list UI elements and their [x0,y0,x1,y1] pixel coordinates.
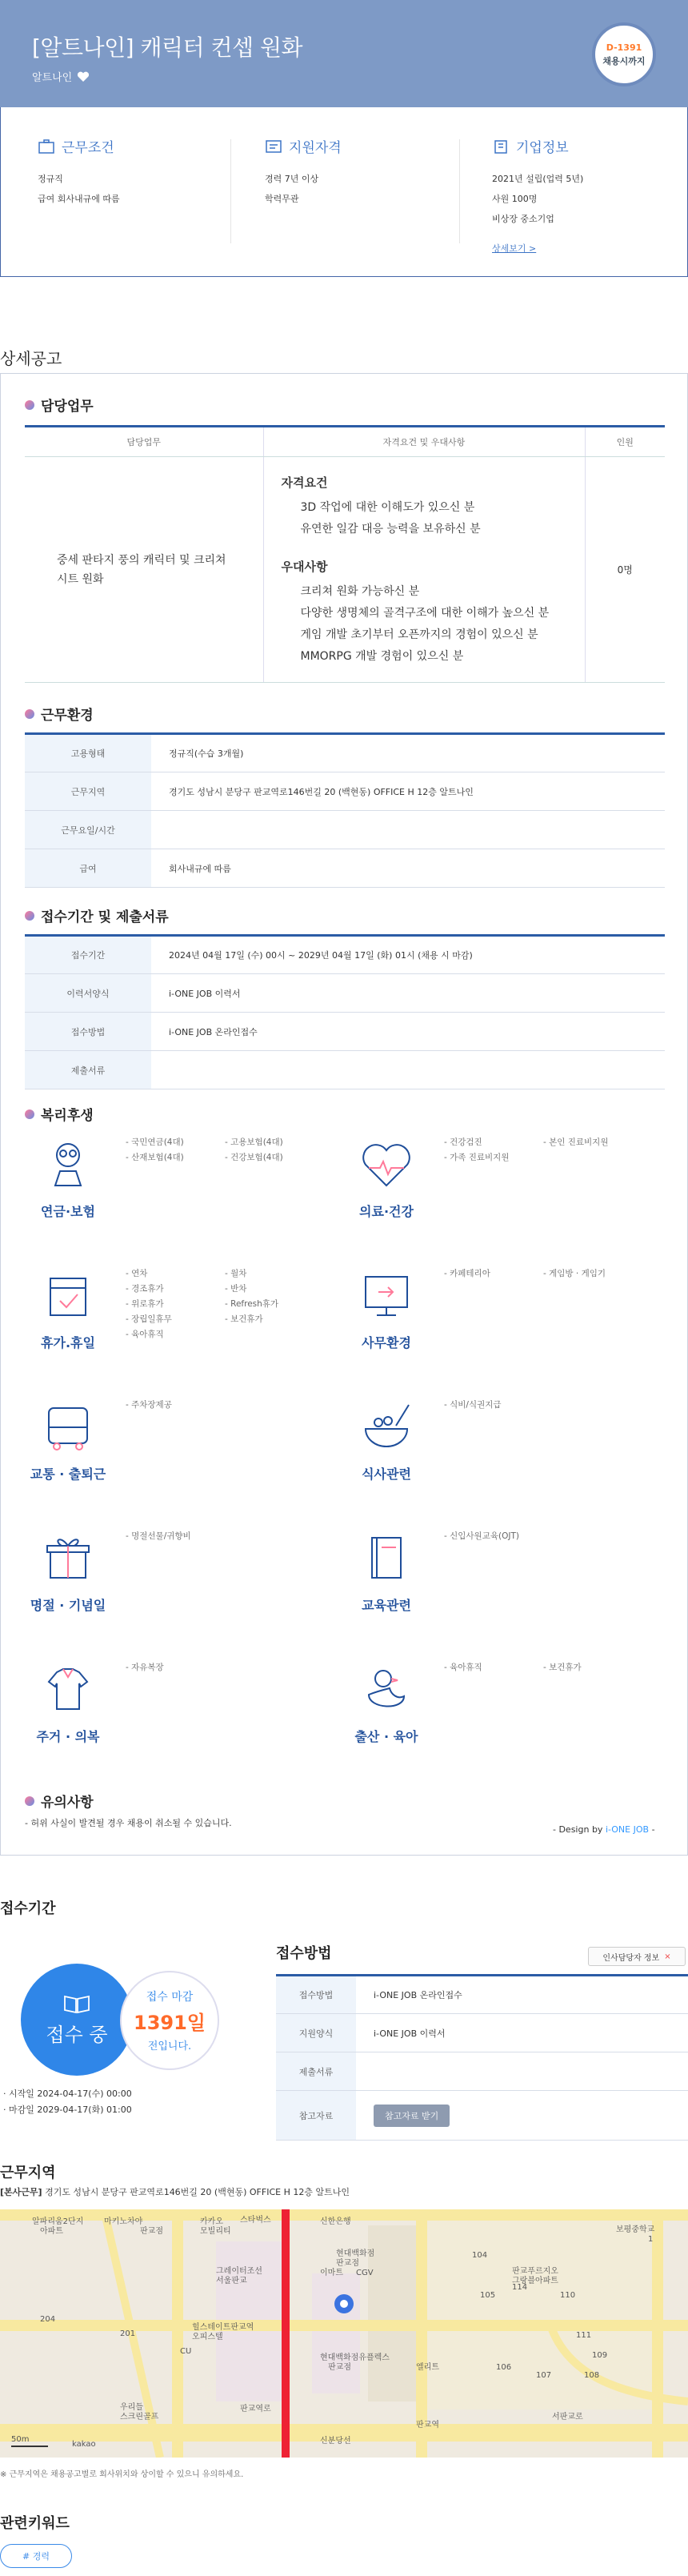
benefit-entry: - 월차 [225,1269,247,1278]
benefit-list [444,1398,652,1411]
bullet-dot-icon [25,1796,34,1806]
env-heading-text: 근무환경 [41,708,94,724]
pref-item: 다양한 생명체의 골격구조에 대한 이해가 높으신 분 [300,606,550,620]
map-label: 110 [560,2291,576,2300]
map-label: 신분당선 [320,2437,351,2446]
deadline-suffix: 전입니다. [147,2040,192,2052]
benefit-name: 출산 · 육아 [354,1729,418,1744]
row-label: 접수방법 [25,1013,151,1051]
map-label: 판교점 [336,2259,359,2268]
row-label: 이력서양식 [25,974,151,1013]
req-item: 유연한 일감 대응 능력을 보유하신 분 [300,522,481,536]
req-item: 3D 작업에 대한 이해도가 있으신 분 [300,500,475,514]
pension-icon [36,1136,100,1192]
benefit-item [25,1661,337,1781]
apply-period-heading: 접수기간 [0,1900,56,1917]
end-date: · 마감일 2029-04-17(화) 01:00 [3,2105,132,2115]
map-label: 108 [584,2371,600,2380]
map-label: 판교역 [416,2421,439,2430]
row-label: 근무지역 [25,772,151,811]
map-label: 오피스텔 [192,2333,223,2341]
row-label: 제출서류 [25,1051,151,1089]
row-value: 경기도 성남시 분당구 판교역로146번길 20 (백현동) OFFICE H 12층 알트나인 [151,772,665,811]
pref-item: MMORPG 개발 경험이 있으신 분 [300,649,464,663]
briefcase-icon [38,138,55,154]
benefit-name: 휴가.휴일 [41,1335,95,1350]
duty-heading-text: 담당업무 [41,399,94,415]
benefit-entry: - 가족 진료비지원 [444,1153,510,1162]
summary-work-line: 급여 회사내규에 따름 [38,194,120,204]
bullet-dot-icon [25,400,34,410]
map-label: 우리들 [120,2403,143,2412]
apply-method-table [276,1974,688,2141]
row-value [151,811,665,849]
benefit-list [444,1530,652,1543]
map-label: 그레이터조선 [216,2267,262,2276]
benefit-name: 주거 · 의복 [36,1729,100,1744]
design-suffix: - [651,1824,655,1835]
benefit-entry: - 식비/식권지급 [444,1400,502,1410]
benefit-entry: - 주차장제공 [126,1400,172,1410]
table-row [25,811,665,849]
map-label: 알파리움2단지 [32,2217,84,2226]
gift-icon [36,1530,100,1586]
benefit-entry: - 신입사원교육(OJT) [444,1531,519,1541]
benefit-item [25,1136,337,1256]
row-label: 지원양식 [276,2014,356,2052]
benefit-entry: - 산재보험(4대) [126,1153,184,1162]
heart-icon[interactable] [77,71,90,82]
map-label: CU [180,2347,192,2356]
row-label: 제출서류 [276,2052,356,2091]
duty-table [25,425,665,683]
table-row [25,936,665,974]
benefit-name: 의료·건강 [359,1204,414,1219]
benefit-name: 명절 · 기념일 [30,1598,106,1613]
benefit-entry: - 명절선물/귀향비 [126,1531,191,1541]
shirt-icon [36,1661,100,1717]
benefit-item [25,1398,337,1519]
table-row [276,2014,688,2052]
rice-bowl-icon [354,1398,418,1455]
row-value [356,2091,688,2141]
divider [459,139,460,243]
map-label: 111 [576,2331,592,2340]
table-row [25,849,665,888]
map-label: 서판교로 [552,2413,583,2422]
open-book-icon [63,1993,90,2014]
map-label: 판교점 [140,2227,163,2236]
row-label: 고용형태 [25,734,151,772]
benefit-item [343,1530,655,1650]
map-label: 201 [120,2329,136,2338]
col-header: 인원 [585,427,665,457]
hr-info-label: 인사담당자 정보 [602,1953,660,1963]
table-row [276,1976,688,2014]
map-label: 마키노차야 [104,2217,143,2226]
map-label: 현대백화점 [336,2249,375,2258]
benefit-entry: - 연차 [126,1269,148,1278]
benefit-entry: - 자유복장 [126,1663,164,1672]
deadline-label: 접수 마감 [146,1991,194,2004]
benefit-item [343,1136,655,1256]
map-label: 신한은행 [320,2217,351,2226]
duty-heading [25,395,94,415]
map-label: 109 [592,2351,608,2360]
bullet-dot-icon [25,1109,34,1119]
row-value: i-ONE JOB 이력서 [151,974,665,1013]
benefit-entry: - 육아휴직 [126,1330,164,1339]
book-icon [354,1530,418,1586]
welfare-heading-text: 복리후생 [41,1108,94,1124]
row-value: 정규직(수습 3개월) [151,734,665,772]
location-note: ※ 근무지역은 채용공고별로 회사위치와 상이할 수 있으니 유의하세요. [0,2470,244,2479]
benefit-entry: - 게임방 · 게임기 [543,1269,606,1278]
keyword-tag[interactable]: # 경력 [0,2544,72,2568]
status-label: 접수 중 [46,2023,108,2046]
duty-name: 중세 판타지 풍의 캐릭터 및 크리쳐 시트 원화 [25,457,263,683]
pref-title: 우대사항 [281,559,328,574]
benefit-name: 사무환경 [362,1335,411,1350]
benefit-entry: - 경조휴가 [126,1284,164,1294]
dday-label: 채용시까지 [602,55,646,66]
benefit-list [126,1136,334,1164]
design-credit [553,1824,655,1835]
period-heading-text: 접수기간 및 제출서류 [41,909,169,925]
map-label: 105 [480,2291,496,2300]
summary-company-title: 기업정보 [516,140,569,156]
welfare-heading [25,1104,94,1124]
benefit-entry: - 국민연금(4대) [126,1138,184,1147]
benefit-list [126,1661,334,1674]
location-tag: [본사근무] [0,2187,42,2197]
heart-pulse-icon [354,1136,418,1192]
row-label: 접수기간 [25,936,151,974]
location-map[interactable] [0,2209,688,2458]
design-brand: i-ONE JOB [605,1824,650,1835]
row-value: 회사내규에 따름 [151,849,665,888]
map-label: 스타벅스 [240,2216,271,2225]
summary-work-line: 정규직 [38,174,63,184]
apply-method-heading: 접수방법 [276,1945,332,1962]
download-file-button[interactable]: 참고자료 받기 [374,2105,450,2127]
map-label: 힐스테이트판교역 [192,2323,254,2332]
deadline-circle [120,1971,219,2070]
benefit-name: 교육관련 [362,1598,411,1613]
summary-company-line: 2021년 설립(업력 5년) [492,174,584,184]
map-label: 현대백화점유플렉스 [320,2353,390,2362]
notice-heading [25,1791,94,1811]
row-value [356,2052,688,2091]
env-heading [25,704,94,724]
row-value [151,1051,665,1089]
table-row [276,2091,688,2141]
summary-qual-title: 지원자격 [289,140,342,156]
map-label: 50m [11,2435,30,2444]
benefit-entry: - 위로휴가 [126,1299,164,1309]
map-label: kakao [72,2440,96,2449]
benefit-name: 식사관련 [362,1467,411,1482]
map-label: 보평중학교 [616,2225,655,2234]
deadline-days: 1391일 [134,2012,206,2034]
benefit-entry: - 카페테리아 [444,1269,490,1278]
duck-icon [354,1661,418,1717]
map-canvas[interactable] [0,2209,688,2458]
summary-qual-line: 경력 7년 이상 [265,174,319,184]
row-label: 근무요일/시간 [25,811,151,849]
design-prefix: - Design by [553,1824,603,1835]
map-label: 모빌리티 [200,2227,231,2236]
benefit-item [343,1398,655,1519]
req-title: 자격요건 [281,475,328,490]
hr-info-button[interactable] [588,1947,686,1966]
divider [230,139,231,243]
benefit-item [25,1267,337,1387]
benefit-item [343,1661,655,1781]
benefit-list [444,1267,652,1280]
table-row [25,1051,665,1089]
benefit-list [444,1136,652,1164]
row-value: i-ONE JOB 이력서 [356,2014,688,2052]
notice-text: - 허위 사실이 발견될 경우 채용이 취소될 수 있습니다. [25,1818,232,1828]
col-header: 담당업무 [25,427,263,457]
benefit-entry: - 육아휴직 [444,1663,482,1672]
bullet-dot-icon [25,911,34,921]
detail-title: 상세공고 [0,349,62,368]
job-summary [0,107,688,277]
id-card-icon [265,138,282,154]
monitor-icon [354,1267,418,1323]
bullet-dot-icon [25,709,34,719]
env-table [25,732,665,888]
requirements [263,457,585,683]
status-circle [21,1964,133,2076]
keywords-heading: 관련키워드 [0,2515,70,2532]
summary-qual [265,136,465,209]
job-title: [알트나인] 캐릭터 컨셉 원화 [32,34,303,61]
period-table [25,934,665,1089]
map-label: 그랑블아파트 [512,2277,558,2285]
map-label: 스크린골프 [120,2413,159,2422]
dday-badge [592,22,656,86]
map-label: CGV [356,2269,374,2277]
benefit-list [444,1661,652,1674]
map-label: 서울판교 [216,2277,247,2285]
benefit-item [343,1267,655,1387]
benefit-entry: - 건강검진 [444,1138,482,1147]
row-label: 참고자료 [276,2091,356,2141]
benefit-entry: - 보건휴가 [225,1314,263,1324]
table-row [25,734,665,772]
company-detail-link[interactable]: 상세보기 > [492,243,537,254]
map-label: 아파트 [40,2227,63,2236]
building-icon [492,138,510,154]
table-row [25,772,665,811]
dday-count: D-1391 [606,42,642,53]
col-header: 자격요건 및 우대사항 [263,427,585,457]
benefit-entry: - 반차 [225,1284,247,1294]
row-label: 접수방법 [276,1976,356,2014]
bus-icon [36,1398,100,1455]
notice-heading-text: 유의사항 [41,1795,94,1811]
map-label: 104 [472,2251,488,2260]
row-value: 2024년 04월 17일 (수) 00시 ~ 2029년 04월 17일 (화) 01시 (채용 시 마감) [151,936,665,974]
map-label: 114 [512,2283,528,2292]
benefit-list [126,1398,334,1411]
map-label: 204 [40,2315,56,2324]
summary-qual-line: 학력무관 [265,194,299,204]
summary-company-line: 비상장 중소기업 [492,214,554,224]
summary-work [38,136,238,209]
map-label: 엘리트 [416,2363,439,2372]
map-label: 1 [648,2235,654,2244]
pref-item: 게임 개발 초기부터 오픈까지의 경험이 있으신 분 [300,628,538,641]
job-header-banner [0,0,688,107]
location-heading: 근무지역 [0,2165,56,2181]
benefit-entry: - 보건휴가 [543,1663,582,1672]
company-name[interactable]: 알트나인 [32,72,73,84]
map-label: 카카오 [200,2217,223,2226]
benefit-entry: - 장립일휴무 [126,1314,172,1324]
row-label: 급여 [25,849,151,888]
company-line [32,69,90,84]
map-label: 106 [496,2363,512,2372]
head-count: 0명 [585,457,665,683]
detail-box [0,373,688,1856]
row-value: i-ONE JOB 온라인접수 [151,1013,665,1051]
benefit-entry: - 본인 진료비지원 [543,1138,609,1147]
start-date: · 시작일 2024-04-17(수) 00:00 [3,2088,132,2099]
benefit-list [126,1530,334,1543]
benefit-entry: - 고용보험(4대) [225,1138,283,1147]
pref-item: 크리쳐 원화 가능하신 분 [300,584,420,598]
map-label: 이마트 [320,2269,343,2277]
benefit-entry: - Refresh휴가 [225,1299,279,1309]
location-address [0,2185,350,2198]
calendar-icon [36,1267,100,1323]
map-label: 판교역로 [240,2405,271,2413]
map-label: 107 [536,2371,552,2380]
benefit-name: 교통 · 출퇴근 [30,1467,106,1482]
map-label: 판교푸르지오 [512,2267,558,2276]
table-row [276,2052,688,2091]
benefit-entry: - 건강보험(4대) [225,1153,283,1162]
address-text: 경기도 성남시 분당구 판교역로146번길 20 (백현동) OFFICE H 12층 알트나인 [45,2187,350,2197]
apply-dates [3,2086,132,2118]
row-value: i-ONE JOB 온라인접수 [356,1976,688,2014]
period-heading [25,905,169,925]
benefit-item [25,1530,337,1650]
benefit-list [126,1267,334,1341]
table-row [25,974,665,1013]
summary-company [492,136,688,259]
summary-company-line: 사원 100명 [492,194,538,204]
benefit-name: 연금·보험 [41,1204,95,1219]
summary-work-title: 근무조건 [62,140,114,156]
map-label: 판교점 [328,2363,351,2372]
table-row [25,1013,665,1051]
close-x-icon: × [664,1952,671,1961]
